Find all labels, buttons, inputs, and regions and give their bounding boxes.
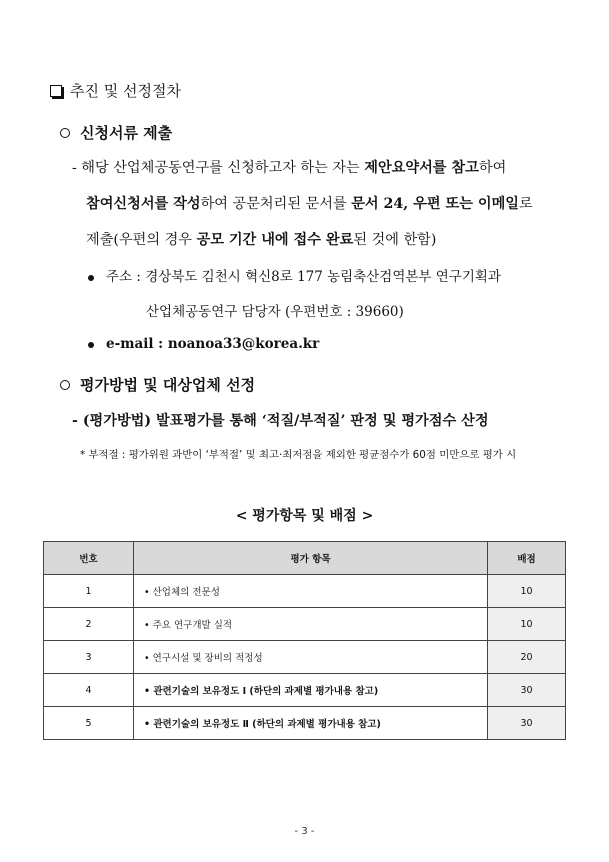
row-item: • 산업체의 전문성 (134, 575, 488, 608)
square-bullet-icon (50, 85, 62, 97)
table-row (44, 674, 566, 707)
circle-bullet-icon (60, 380, 70, 390)
page-number: - 3 - (294, 826, 315, 837)
bullet-dot-icon (88, 275, 94, 281)
evaluation-heading (60, 374, 255, 395)
row-score: 20 (488, 641, 566, 674)
row-score: 10 (488, 608, 566, 641)
table-title: < 평가항목 및 배점 > (235, 508, 374, 524)
header-item: 평가 항목 (134, 542, 488, 575)
email-line: e-mail : noanoa33@korea.kr (88, 336, 319, 352)
row-no: 3 (44, 641, 134, 674)
table-row (44, 707, 566, 740)
row-item: • 연구시설 및 장비의 적정성 (134, 641, 488, 674)
row-score: 10 (488, 575, 566, 608)
header-no: 번호 (44, 542, 134, 575)
row-item: • 관련기술의 보유정도 Ⅰ (하단의 과제별 평가내용 참고) (134, 674, 488, 707)
row-item: • 주요 연구개발 실적 (134, 608, 488, 641)
header-score: 배점 (488, 542, 566, 575)
row-no: 5 (44, 707, 134, 740)
row-no: 4 (44, 674, 134, 707)
table-row (44, 641, 566, 674)
evaluation-table (43, 541, 566, 740)
submission-line-3: 제출(우편의 경우 공모 기간 내에 접수 완료된 것에 한함) (86, 232, 437, 248)
circle-bullet-icon (60, 128, 70, 138)
evaluation-line-1: - (평가방법) 발표평가를 통해 ‘적질/부적질’ 판정 및 평가점수 산정 (72, 413, 489, 429)
section-heading (50, 80, 181, 101)
table-row (44, 575, 566, 608)
section-title: 추진 및 선정절차 (70, 82, 181, 100)
submission-line-2: 참여신청서를 작성하여 공문처리된 문서를 문서 24, 우편 또는 이메일로 (86, 196, 533, 212)
row-no: 1 (44, 575, 134, 608)
evaluation-heading-text: 평가방법 및 대상업체 선정 (80, 376, 256, 394)
address-line-1: 주소 : 경상북도 김천시 혁신8로 177 농림축산검역본부 연구기획과 (88, 265, 501, 285)
row-no: 2 (44, 608, 134, 641)
address-line-2: 산업체공동연구 담당자 (우편번호 : 39660) (146, 304, 404, 320)
row-item: • 관련기술의 보유정도 Ⅱ (하단의 과제별 평가내용 참고) (134, 707, 488, 740)
row-score: 30 (488, 707, 566, 740)
table-row (44, 608, 566, 641)
table-header-row (44, 542, 566, 575)
submission-line-1: - 해당 산업체공동연구를 신청하고자 하는 자는 제안요약서를 참고하여 (72, 160, 507, 176)
submission-heading (60, 122, 172, 143)
bullet-dot-icon (88, 342, 94, 348)
submission-heading-text: 신청서류 제출 (80, 124, 173, 142)
row-score: 30 (488, 674, 566, 707)
evaluation-note: * 부적절 : 평가위원 과반이 ‘부적절’ 및 최고·최저점을 제외한 평균점수가 60점 미만으로 평가 시 (80, 449, 517, 461)
